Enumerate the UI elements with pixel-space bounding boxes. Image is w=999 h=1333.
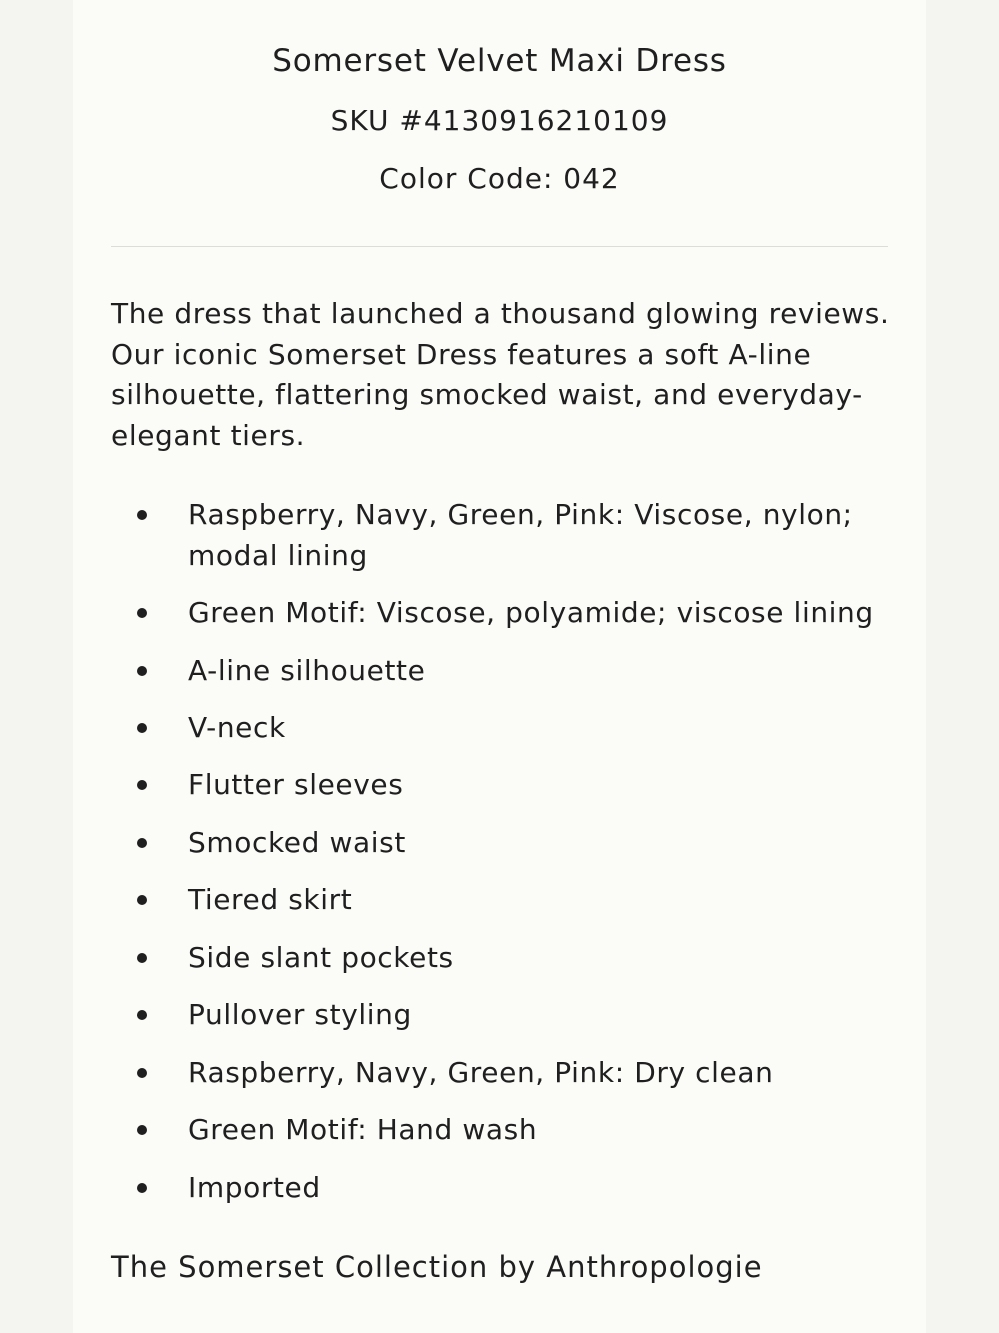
product-color-code: Color Code: 042 [379,162,620,195]
feature-text: Tiered skirt [188,883,353,916]
feature-text: Raspberry, Navy, Green, Pink: Viscose, nylon; modal lining [188,498,853,572]
feature-text: Smocked waist [188,826,406,859]
feature-text: Green Motif: Viscose, polyamide; viscose lining [188,596,874,629]
section-divider [111,246,888,247]
product-sku: SKU #4130916210109 [330,104,669,137]
feature-text: Green Motif: Hand wash [188,1113,538,1146]
feature-text: A-line silhouette [188,654,426,687]
feature-text: Flutter sleeves [188,768,404,801]
feature-text: Raspberry, Navy, Green, Pink: Dry clean [188,1056,774,1089]
feature-text: Imported [188,1171,321,1204]
product-description: The dress that launched a thousand glowing reviews. Our iconic Somerset Dress features a soft A-line silhouette, flattering smocked waist, and everyday-elegant tiers. [111,297,890,453]
collection-name: The Somerset Collection by Anthropologie [111,1250,763,1284]
feature-text: V-neck [188,711,286,744]
product-title: Somerset Velvet Maxi Dress [272,43,727,79]
feature-text: Side slant pockets [188,941,454,974]
feature-text: Pullover styling [188,998,412,1031]
